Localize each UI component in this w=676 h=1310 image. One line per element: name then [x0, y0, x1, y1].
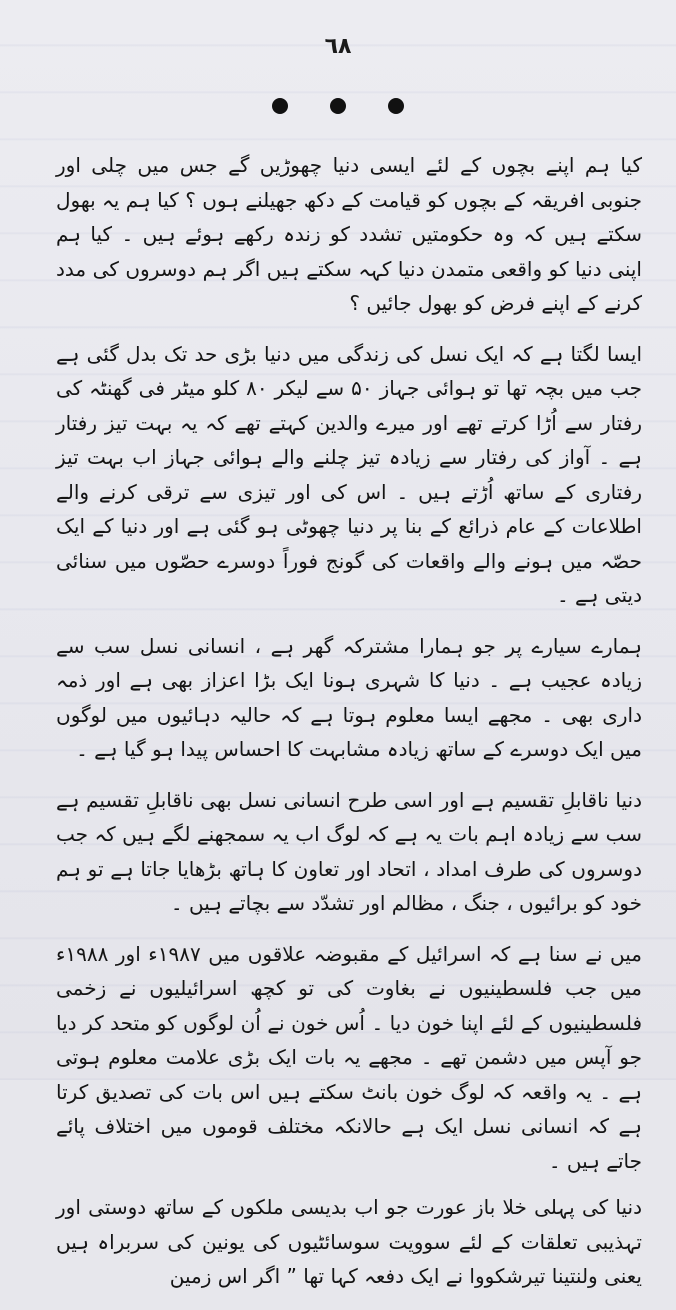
paragraph: ایسا لگتا ہے کہ ایک نسل کی زندگی میں دنیا بڑی حد تک بدل گئی ہے جب میں بچہ تھا تو ہوائی جہاز ۵۰ سے لیکر ۸۰ کلو میٹر فی گھنٹہ کی رفتار سے اُڑا کرتے تھے اور میرے والدین کہتے تھے کہ یہ بہت تیز رفتار ہے ۔ آواز کی رفتار سے زیادہ تیز چلنے والے ہوائی جہاز اب بہت تیز رفتاری کے ساتھ اُڑتے ہیں ۔ اس کی اور تیزی سے ترقی کرنے والے اطلاعات کے عام ذرائع کے بنا پر دنیا چھوٹی ہو گئی ہے اور دنیا کے ایک حصّہ میں ہونے والے واقعات کی گونج فوراً دوسرے حصّوں میں سنائی دیتی ہے ۔ [56, 341, 642, 607]
body-text [56, 148, 642, 1310]
ornament-dot-icon [330, 98, 346, 114]
paragraph: میں نے سنا ہے کہ اسرائیل کے مقبوضہ علاقوں میں ۱۹۸۷ء اور ۱۹۸۸ء میں جب فلسطینیوں نے بغاوت کی تو کچھ اسرائیلیوں نے زخمی فلسطینیوں کے لئے اپنا خون دیا ۔ اُس خون نے اُن لوگوں کو متحد کر دیا جو آپس میں دشمن تھے ۔ مجھے یہ بات ایک بڑی علامت معلوم ہوتی ہے ۔ یہ واقعہ کہ لوگ خون بانٹ سکتے ہیں اس بات کی تصدیق کرتا ہے کہ انسانی نسل ایک ہے حالانکہ مختلف قوموں میں اختلاف پائے جاتے ہیں ۔ [56, 941, 643, 1173]
paragraph: دنیا ناقابلِ تقسیم ہے اور اسی طرح انسانی نسل بھی ناقابلِ تقسیم ہے سب سے زیادہ اہم بات یہ ہے کہ لوگ اب یہ سمجھنے لگے ہیں کہ جب دوسروں کی طرف امداد ، اتحاد اور تعاون کا ہاتھ بڑھایا جاتا ہے تو ہم خود کو برائیوں ، جنگ ، مظالم اور تشدّد سے بچاتے ہیں ۔ [56, 787, 642, 915]
section-ornament [0, 98, 676, 114]
page-number: ٦٨ [324, 34, 352, 59]
ornament-dot-icon [388, 98, 404, 114]
paragraph: ہمارے سیارے پر جو ہمارا مشترکہ گھر ہے ، انسانی نسل سب سے زیادہ عجیب ہے ۔ دنیا کا شہری ہونا ایک بڑا اعزاز بھی ہے اور ذمہ داری بھی ۔ مجھے ایسا معلوم ہوتا ہے کہ حالیہ دہائیوں میں لوگوں میں ایک دوسرے کے ساتھ زیادہ مشابہت کا احساس پیدا ہو گیا ہے ۔ [56, 633, 642, 761]
paragraph: دنیا کی پہلی خلا باز عورت جو اب بدیسی ملکوں کے ساتھ دوستی اور تہذیبی تعلقات کے لئے سوویت سوسائٹیوں کی یونین کی سربراہ ہیں یعنی ولنتینا تیرشکووا نے ایک دفعہ کہا تھا ” اگر اس زمین [56, 1195, 642, 1288]
paragraph: کیا ہم اپنے بچوں کے لئے ایسی دنیا چھوڑیں گے جس میں چلی اور جنوبی افریقہ کے بچوں کو قیامت کے دکھ جھیلنے ہوں ؟ کیا ہم یہ بھول سکتے ہیں کہ وہ حکومتیں تشدد کو زندہ رکھے ہوئے ہیں ۔ کیا ہم اپنی دنیا کو واقعی متمدن دنیا کہہ سکتے ہیں اگر ہم دوسروں کی مدد کرنے کے اپنے فرض کو بھول جائیں ؟ [56, 153, 642, 315]
ornament-dot-icon [272, 98, 288, 114]
